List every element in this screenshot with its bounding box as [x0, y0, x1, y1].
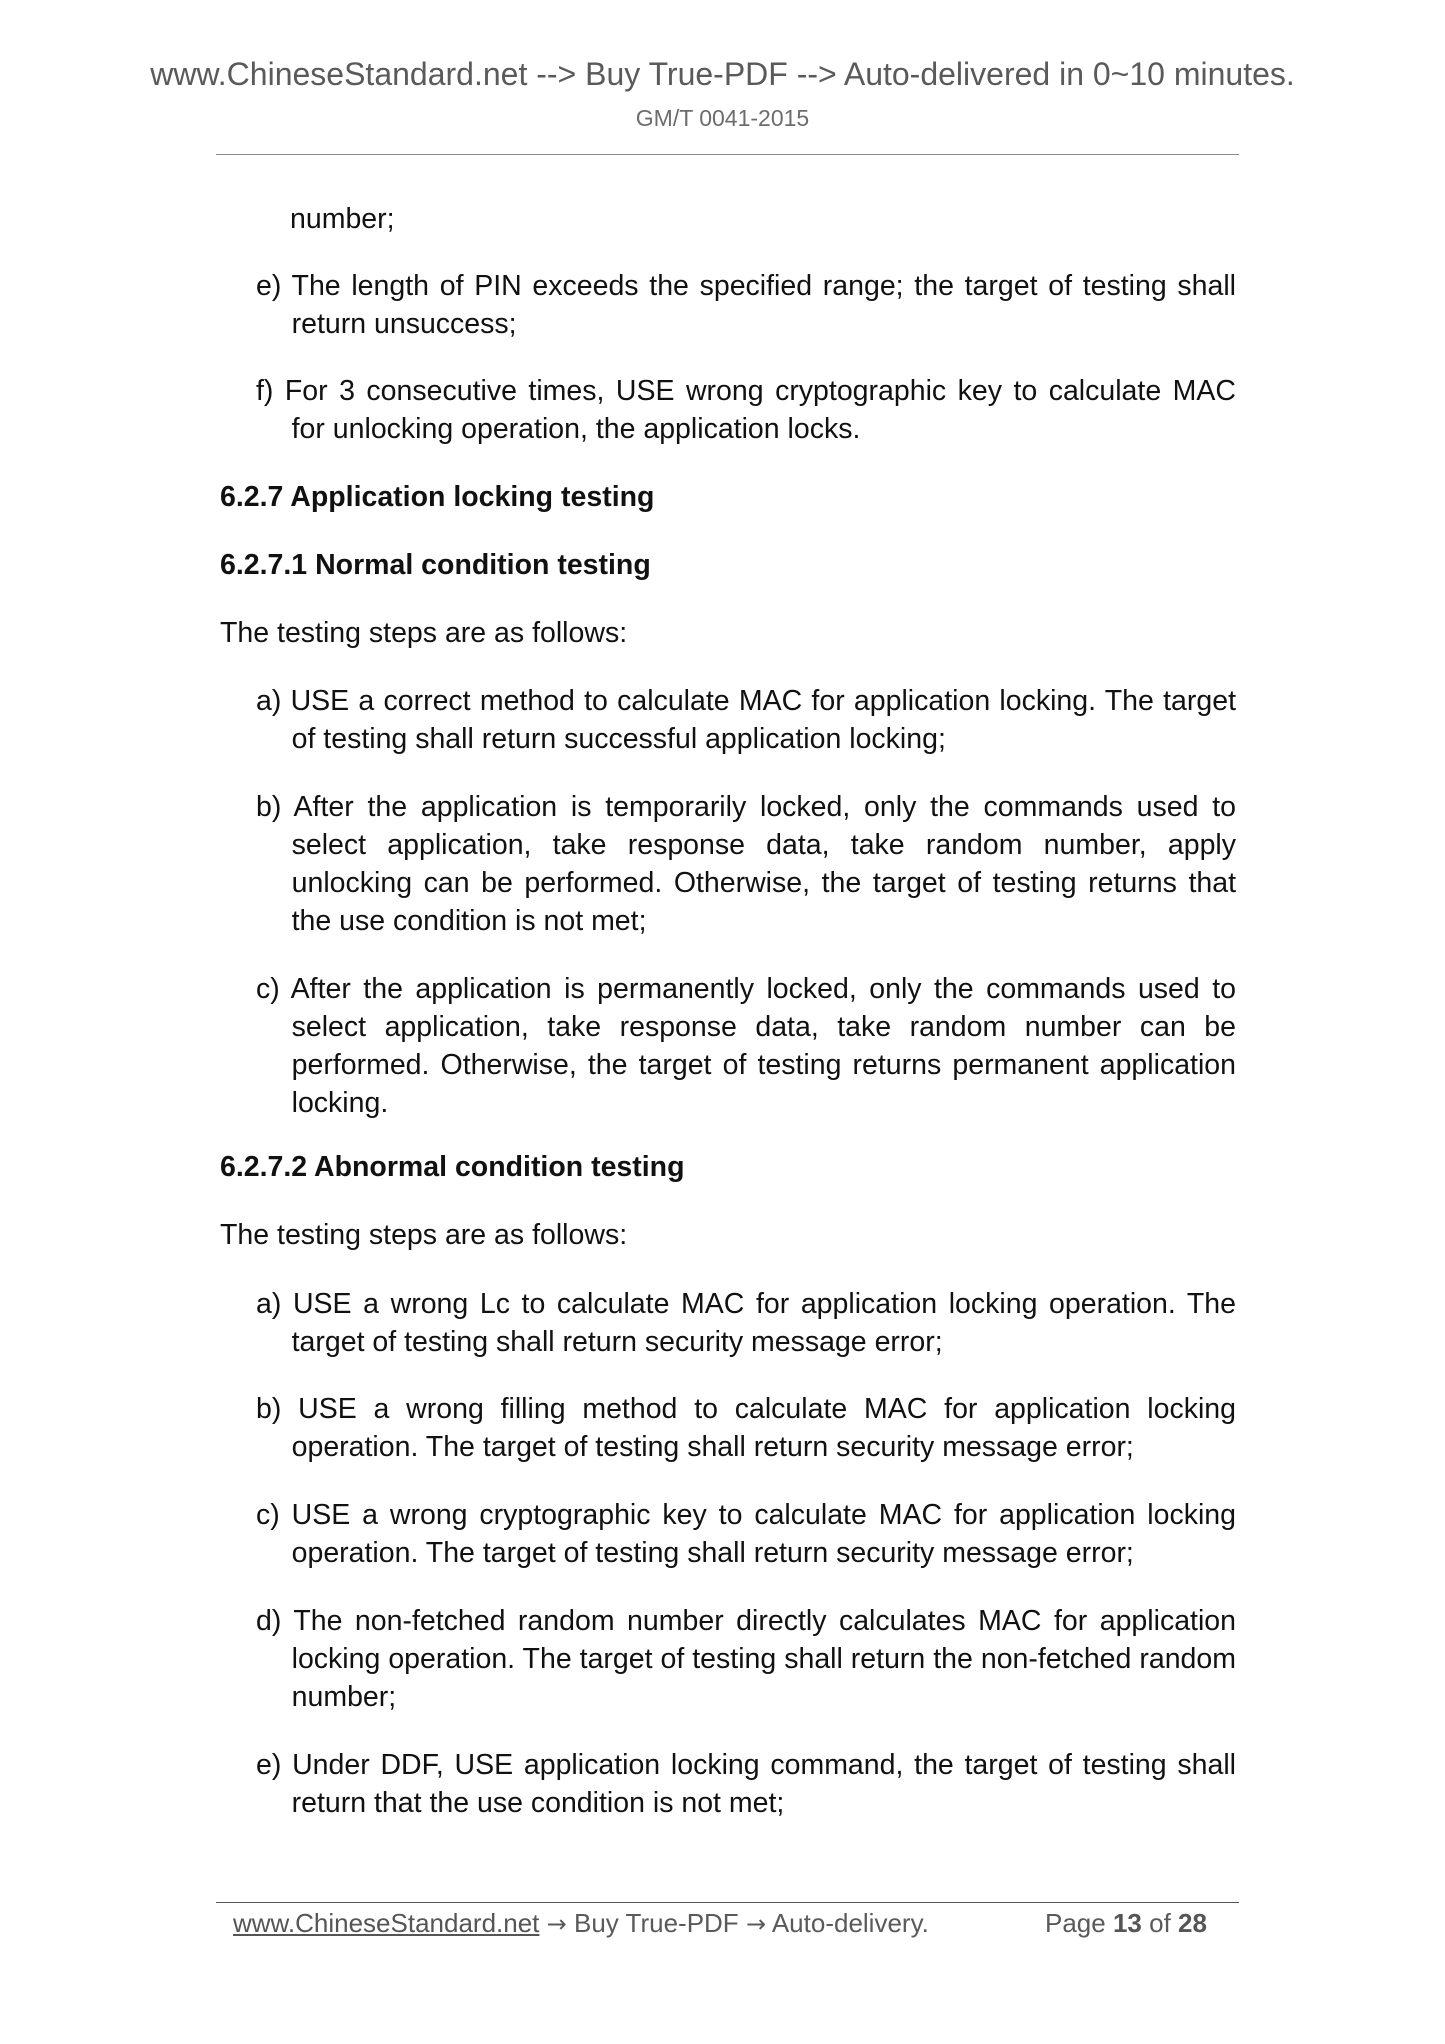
standard-id: GM/T 0041-2015	[635, 105, 810, 131]
list-item-normal-b: b) After the application is temporarily locked, only the commands used to select application, take response data, take random number, apply unlocking can be performed. Otherwise, the target of testing returns that the use condition is not met;	[256, 791, 1236, 937]
list-item-abnormal-e: e) Under DDF, USE application locking command, the target of testing shall return that the use condition is not met;	[256, 1749, 1236, 1819]
total-pages: 28	[1178, 1908, 1207, 1938]
header-banner: www.ChineseStandard.net --> Buy True-PDF --> Auto-delivered in 0~10 minutes.	[150, 56, 1295, 92]
list-item-abnormal-c: c) USE a wrong cryptographic key to calculate MAC for application locking operation. The target of testing shall return security message error;	[256, 1499, 1236, 1569]
footer-promo	[233, 1906, 929, 1941]
section-heading-6-2-7-2: 6.2.7.2 Abnormal condition testing	[220, 1151, 685, 1183]
list-item-f-mac-unlock: f) For 3 consecutive times, USE wrong cryptographic key to calculate MAC for unlocking operation, the application locks.	[256, 375, 1236, 445]
list-item-abnormal-d: d) The non-fetched random number directly calculates MAC for application locking operation. The target of testing shall return the non-fetched random number;	[256, 1605, 1236, 1713]
arrow-right-icon: →	[546, 1910, 567, 1938]
section-heading-6-2-7-1: 6.2.7.1 Normal condition testing	[220, 549, 651, 581]
arrow-right-icon: →	[745, 1910, 767, 1938]
list-item-e-pin-length: e) The length of PIN exceeds the specified range; the target of testing shall return unsuccess;	[256, 270, 1236, 340]
list-item-abnormal-a: a) USE a wrong Lc to calculate MAC for application locking operation. The target of testing shall return security message error;	[256, 1288, 1236, 1358]
page-indicator	[1045, 1906, 1207, 1940]
list-item-normal-a: a) USE a correct method to calculate MAC for application locking. The target of testing shall return successful application locking;	[256, 685, 1236, 755]
of-label: of	[1149, 1908, 1171, 1938]
footer-delivery-text: Auto-delivery.	[771, 1908, 929, 1938]
header-divider	[216, 154, 1239, 155]
list-item-normal-c: c) After the application is permanently locked, only the commands used to select application, take response data, take random number can be performed. Otherwise, the target of testing returns permanent application locking.	[256, 973, 1236, 1119]
page-number: 13	[1112, 1908, 1142, 1938]
page-label: Page	[1045, 1908, 1106, 1938]
continued-text: number;	[290, 203, 395, 235]
footer-divider	[216, 1902, 1239, 1903]
intro-paragraph: The testing steps are as follows:	[220, 1219, 628, 1251]
footer-site-link[interactable]: www.ChineseStandard.net	[233, 1908, 540, 1938]
list-item-abnormal-b: b) USE a wrong filling method to calculate MAC for application locking operation. The target of testing shall return security message error;	[256, 1393, 1236, 1463]
section-heading-6-2-7: 6.2.7 Application locking testing	[220, 481, 655, 513]
intro-paragraph: The testing steps are as follows:	[220, 617, 628, 649]
footer-buy-text: Buy True-PDF	[573, 1908, 739, 1938]
